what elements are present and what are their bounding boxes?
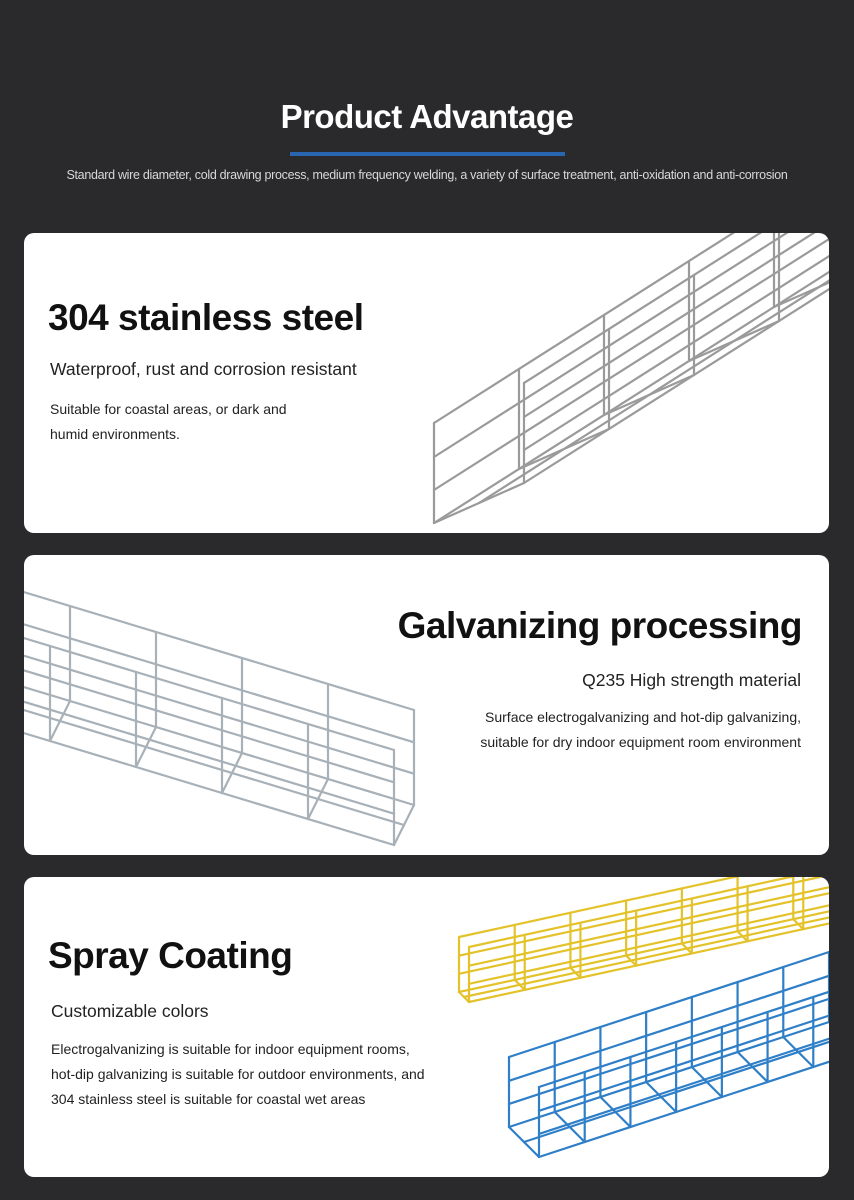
wire xyxy=(524,233,829,450)
wire xyxy=(509,999,829,1104)
wire xyxy=(524,233,829,383)
body-line: 304 stainless steel is suitable for coastal wet areas xyxy=(51,1091,366,1107)
wire xyxy=(509,952,829,1057)
card-galvanizing xyxy=(24,555,829,855)
wire xyxy=(24,580,414,710)
wire xyxy=(539,1029,829,1134)
wire xyxy=(509,1022,829,1127)
page-title: Product Advantage xyxy=(280,98,574,135)
body-line: Surface electrogalvanizing and hot-dip galvanizing, xyxy=(485,709,801,725)
wire xyxy=(434,233,829,490)
card-body xyxy=(480,705,801,755)
card-heading: Spray Coating xyxy=(48,935,293,976)
wire xyxy=(24,644,414,774)
body-line: Suitable for coastal areas, or dark and xyxy=(50,401,287,417)
body-line: Electrogalvanizing is suitable for indoor equipment rooms, xyxy=(51,1041,410,1057)
wire xyxy=(539,1006,829,1111)
card-stainless-steel xyxy=(24,233,829,533)
wire xyxy=(434,233,829,457)
title-underline xyxy=(290,152,565,156)
wire xyxy=(24,675,414,805)
body-line: suitable for dry indoor equipment room environment xyxy=(480,734,801,750)
coated-wire-trays-image xyxy=(429,877,829,1177)
wire xyxy=(24,715,394,845)
wire xyxy=(524,233,829,417)
wire xyxy=(459,877,829,956)
body-line: hot-dip galvanizing is suitable for outdoor environments, and xyxy=(51,1066,425,1082)
card-heading: 304 stainless steel xyxy=(48,297,364,338)
card-subheading: Waterproof, rust and corrosion resistant xyxy=(50,359,357,379)
wire xyxy=(509,976,829,1081)
stainless-wire-tray-image xyxy=(389,233,829,533)
wire xyxy=(24,620,394,750)
galvanized-wire-tray-image xyxy=(24,555,424,855)
card-body xyxy=(50,397,287,447)
card-spray-coating xyxy=(24,877,829,1177)
card-subheading: Q235 High strength material xyxy=(582,670,801,690)
card-body xyxy=(51,1037,425,1112)
wire xyxy=(24,612,414,742)
page-subtitle: Standard wire diameter, cold drawing process, medium frequency welding, a variety of surface treatment, anti-oxidation and anti-corrosion xyxy=(66,168,788,182)
card-heading: Galvanizing processing xyxy=(397,605,802,646)
body-line: humid environments. xyxy=(50,426,180,442)
card-subheading: Customizable colors xyxy=(51,1001,209,1021)
wire xyxy=(539,982,829,1087)
